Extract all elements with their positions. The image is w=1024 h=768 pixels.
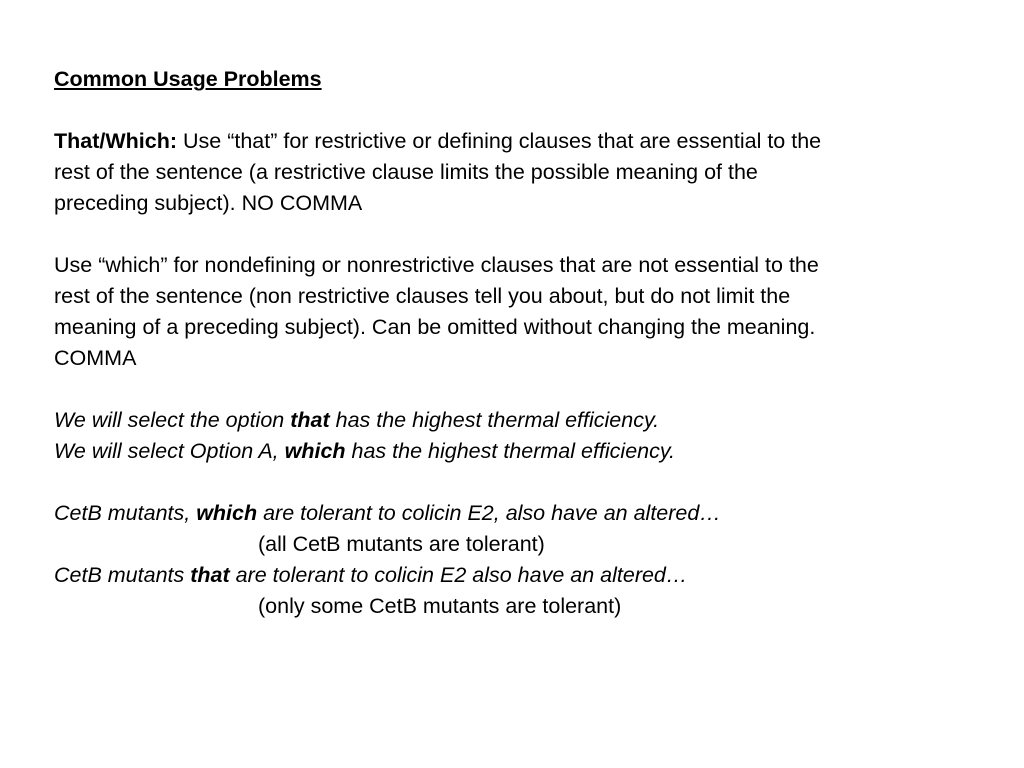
examples-cetb [54,498,994,622]
slide-content [54,64,994,622]
slide-title: Common Usage Problems [54,67,322,91]
example-text: are tolerant to colicin E2, also have an altered… [257,501,721,525]
example-text: We will select Option A, [54,439,285,463]
example-that-cetb [54,560,994,591]
example-text: has the highest thermal efficiency. [329,408,660,432]
that-rule-line-3: preceding subject). NO COMMA [54,191,363,215]
spacer [54,374,994,405]
example-which-cetb-note: (all CetB mutants are tolerant) [258,532,545,556]
example-text: are tolerant to colicin E2 also have an altered… [229,563,688,587]
that-rule-paragraph [54,126,994,219]
example-keyword: which [284,439,346,463]
example-that-option [54,405,994,436]
example-text: CetB mutants, [54,501,197,525]
spacer [54,95,994,126]
spacer [54,467,994,498]
spacer [54,219,994,250]
example-which-option [54,436,994,467]
which-rule-line-3: meaning of a preceding subject). Can be omitted without changing the meaning. [54,315,816,339]
that-which-term: That/Which: [54,129,178,153]
slide-title-line [54,64,994,95]
example-that-cetb-note: (only some CetB mutants are tolerant) [258,594,622,618]
example-text: We will select the option [54,408,291,432]
example-keyword: which [196,501,258,525]
example-text: has the highest thermal efficiency. [345,439,675,463]
which-rule-line-4: COMMA [54,346,137,370]
example-keyword: that [190,563,230,587]
which-rule-line-1: Use “which” for nondefining or nonrestrictive clauses that are not essential to the [54,253,819,277]
that-rule-line-1 [54,126,994,157]
example-keyword: that [290,408,330,432]
example-which-cetb [54,498,994,529]
example-text: CetB mutants [54,563,191,587]
examples-option [54,405,994,467]
that-rule-line-2: rest of the sentence (a restrictive clause limits the possible meaning of the [54,160,758,184]
that-rule-text-1: Use “that” for restrictive or defining clauses that are essential to the [177,129,822,153]
which-rule-line-2: rest of the sentence (non restrictive clauses tell you about, but do not limit the [54,284,791,308]
which-rule-paragraph [54,250,994,374]
